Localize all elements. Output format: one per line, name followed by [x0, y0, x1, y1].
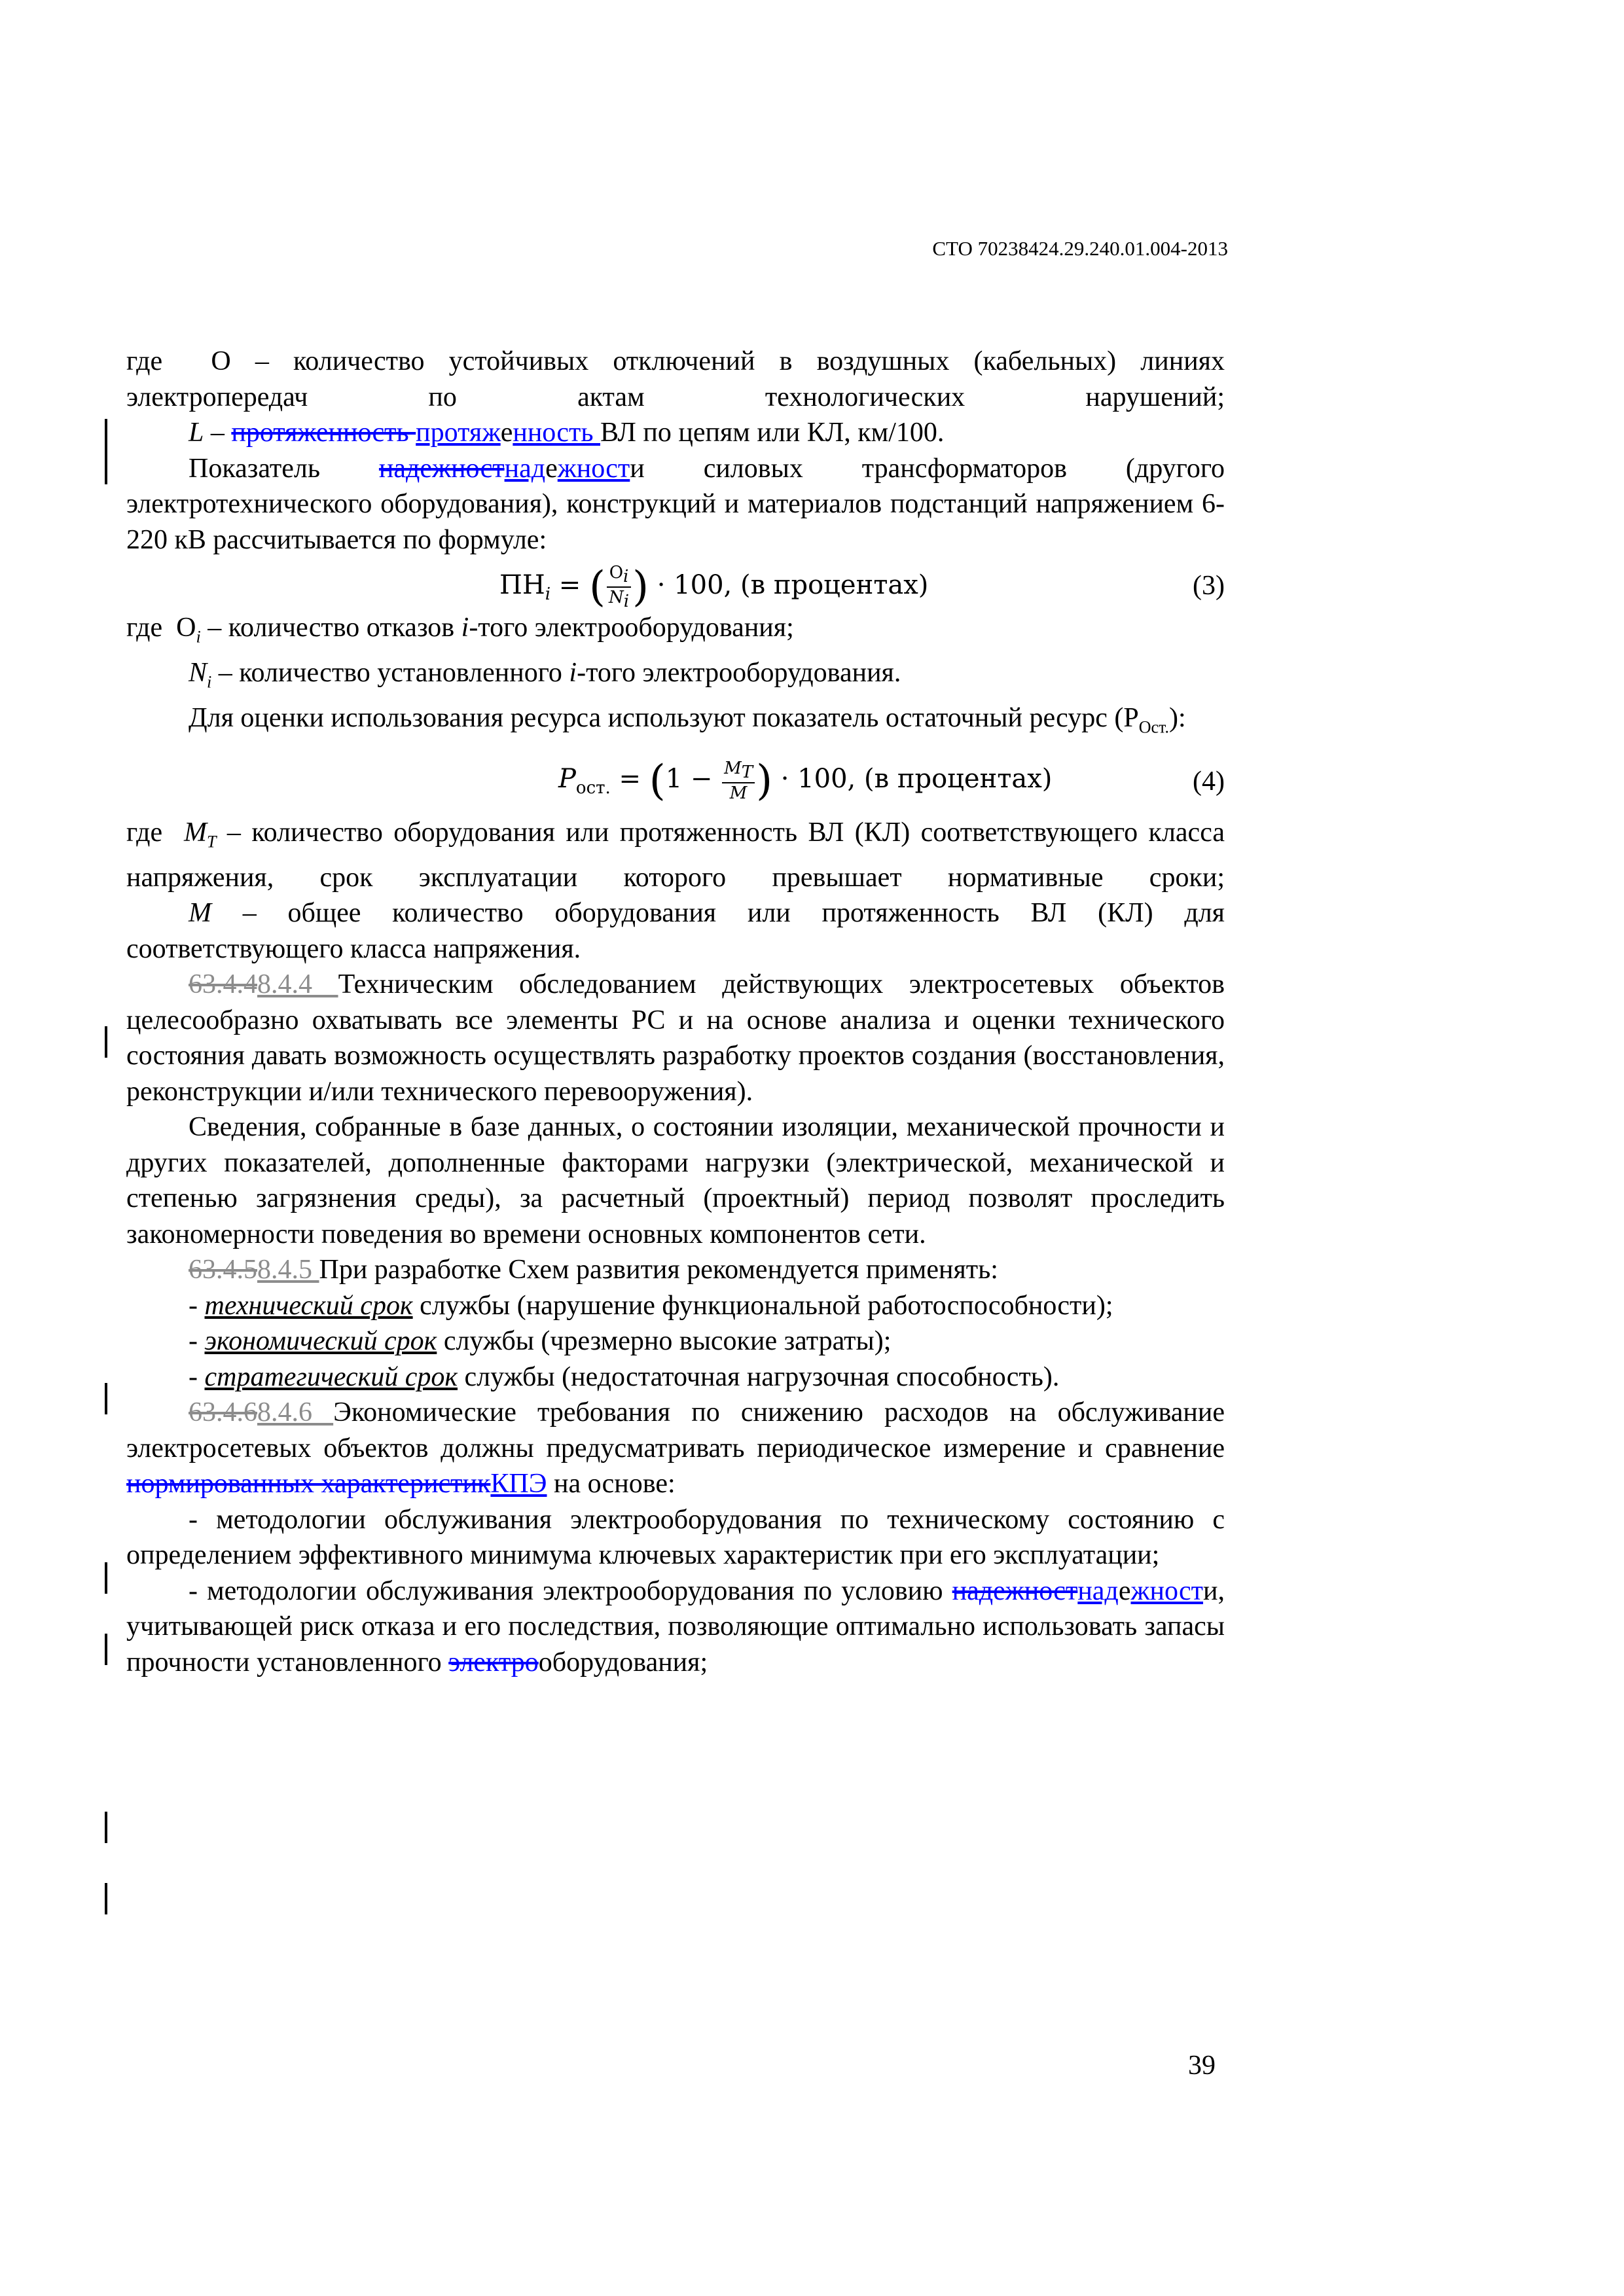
inserted-text: над — [504, 453, 546, 484]
inserted-text: протяж — [416, 418, 501, 448]
definition-l: L – протяженность протяженность ВЛ по цепям или КЛ, км/100. — [189, 418, 945, 448]
new-section-number: 8.4.4 — [257, 969, 338, 1000]
paragraph-reliability: Показатель надежностнадежности силовых трансформаторов (другого электротехнического оборудования), конструкций и материалов подстанций напряжением 6-220 кВ рассчитывается по формуле: — [126, 453, 1225, 555]
deleted-text: надежност — [952, 1575, 1078, 1606]
paragraph-resource: Для оценки использования ресурса используют показатель остаточный ресурс $(Р_{Ост.})$: — [189, 702, 1186, 737]
fraction: $\frac{О_i}{N_i}$ — [607, 563, 631, 611]
change-bar — [105, 1883, 107, 1914]
inserted-text: над — [1077, 1575, 1119, 1606]
list-item: - методологии обслуживания электрооборудования по условию надежностнадежности, учитывающей риск отказа и его последствия, позволяющие оптимально использовать запасы прочности установленного электрооборудования; — [126, 1575, 1225, 1677]
definition-oi: где $О_i$ – количество отказов i-того электрооборудования; — [126, 613, 794, 647]
change-bar — [105, 1812, 107, 1843]
inserted-text: нность — [513, 418, 600, 448]
paragraph-database: Сведения, собранные в базе данных, о состоянии изоляции, механической прочности и других показателей, дополненные факторами нагрузки (электрической, механической и степенью загрязнения среды), за расчетный (проектный) период позволят проследить закономерности поведения во времени основных компонентов сети. — [126, 1112, 1225, 1249]
change-bar — [105, 419, 107, 484]
formula-3 — [126, 558, 1225, 610]
definition-m: M – общее количество оборудования или протяженность ВЛ (КЛ) для соответствующего класса напряжения. — [126, 898, 1225, 964]
formula-number: (3) — [1193, 571, 1225, 601]
deleted-text: надежност — [378, 453, 505, 484]
section-8-4-4: 63.4.48.4.4 Техническим обследованием действующих электросетевых объектов целесообразно охватывать все элементы РС и на основе анализа и оценки технического состояния давать возможность осуществлять разработку проектов создания (восстановления, реконструкции и/или технического перевооружения). — [126, 969, 1225, 1107]
document-body — [126, 344, 1225, 1680]
deleted-text: протяженность — [231, 418, 416, 448]
change-bar — [105, 1634, 107, 1665]
formula-4-expression: $P_{ост.} = (1$ − $\frac{M_T}{M}$ ) · 100, (в процентах) — [558, 756, 1053, 805]
deleted-text: электро — [448, 1647, 539, 1677]
definition-mt: где $M_T$ – количество оборудования или протяженность ВЛ (КЛ) соответствующего класса напряжения, срок эксплуатации которого превышает нормативные сроки; — [126, 817, 1225, 893]
change-bar — [105, 1562, 107, 1594]
new-section-number: 8.4.6 — [257, 1397, 334, 1428]
inserted-text: КПЭ — [490, 1469, 547, 1499]
new-section-number: 8.4.5 — [257, 1255, 319, 1285]
page-header: СТО 70238424.29.240.01.004-2013 — [932, 237, 1228, 260]
deleted-text: нормированных характеристик — [126, 1469, 491, 1499]
fraction: $\frac{M_T}{M}$ — [722, 759, 755, 803]
page-number: 39 — [1188, 2051, 1216, 2081]
old-section-number: 63.4.6 — [189, 1397, 257, 1428]
change-bar — [105, 1026, 107, 1058]
definition-ni: $N_i$ – количество установленного i-того электрооборудования. — [189, 657, 901, 692]
list-item: - методологии обслуживания электрооборудования по техническому состоянию с определением эффективного минимума ключевых характеристик при его эксплуатации; — [126, 1504, 1225, 1571]
list-item: - экономический срок службы (чрезмерно высокие затраты); — [189, 1326, 892, 1357]
list-item: - технический срок службы (нарушение функциональной работоспособности); — [189, 1290, 1113, 1321]
old-section-number: 63.4.4 — [189, 969, 257, 1000]
inserted-text: жност — [557, 453, 630, 484]
old-section-number: 63.4.5 — [189, 1255, 257, 1285]
change-bar — [105, 1383, 107, 1414]
formula-3-expression: $ПН_i$ = ( $\frac{О_i}{N_i}$ ) · 100, (в процентах) — [499, 563, 929, 612]
definition-o: где О – количество устойчивых отключений в воздушных (кабельных) линиях электропередач по актам технологических нарушений; — [126, 346, 1225, 412]
formula-number: (4) — [1193, 766, 1225, 797]
section-8-4-5: 63.4.58.4.5 При разработке Схем развития рекомендуется применять: — [189, 1255, 998, 1285]
section-8-4-6: 63.4.68.4.6 Экономические требования по снижению расходов на обслуживание электросетевых объектов должны предусматривать периодическое измерение и сравнение нормированных характеристикКПЭ на основе: — [126, 1397, 1225, 1499]
list-item: - стратегический срок службы (недостаточная нагрузочная способность). — [189, 1361, 1060, 1392]
formula-4 — [126, 745, 1225, 815]
inserted-text: жност — [1130, 1575, 1204, 1606]
